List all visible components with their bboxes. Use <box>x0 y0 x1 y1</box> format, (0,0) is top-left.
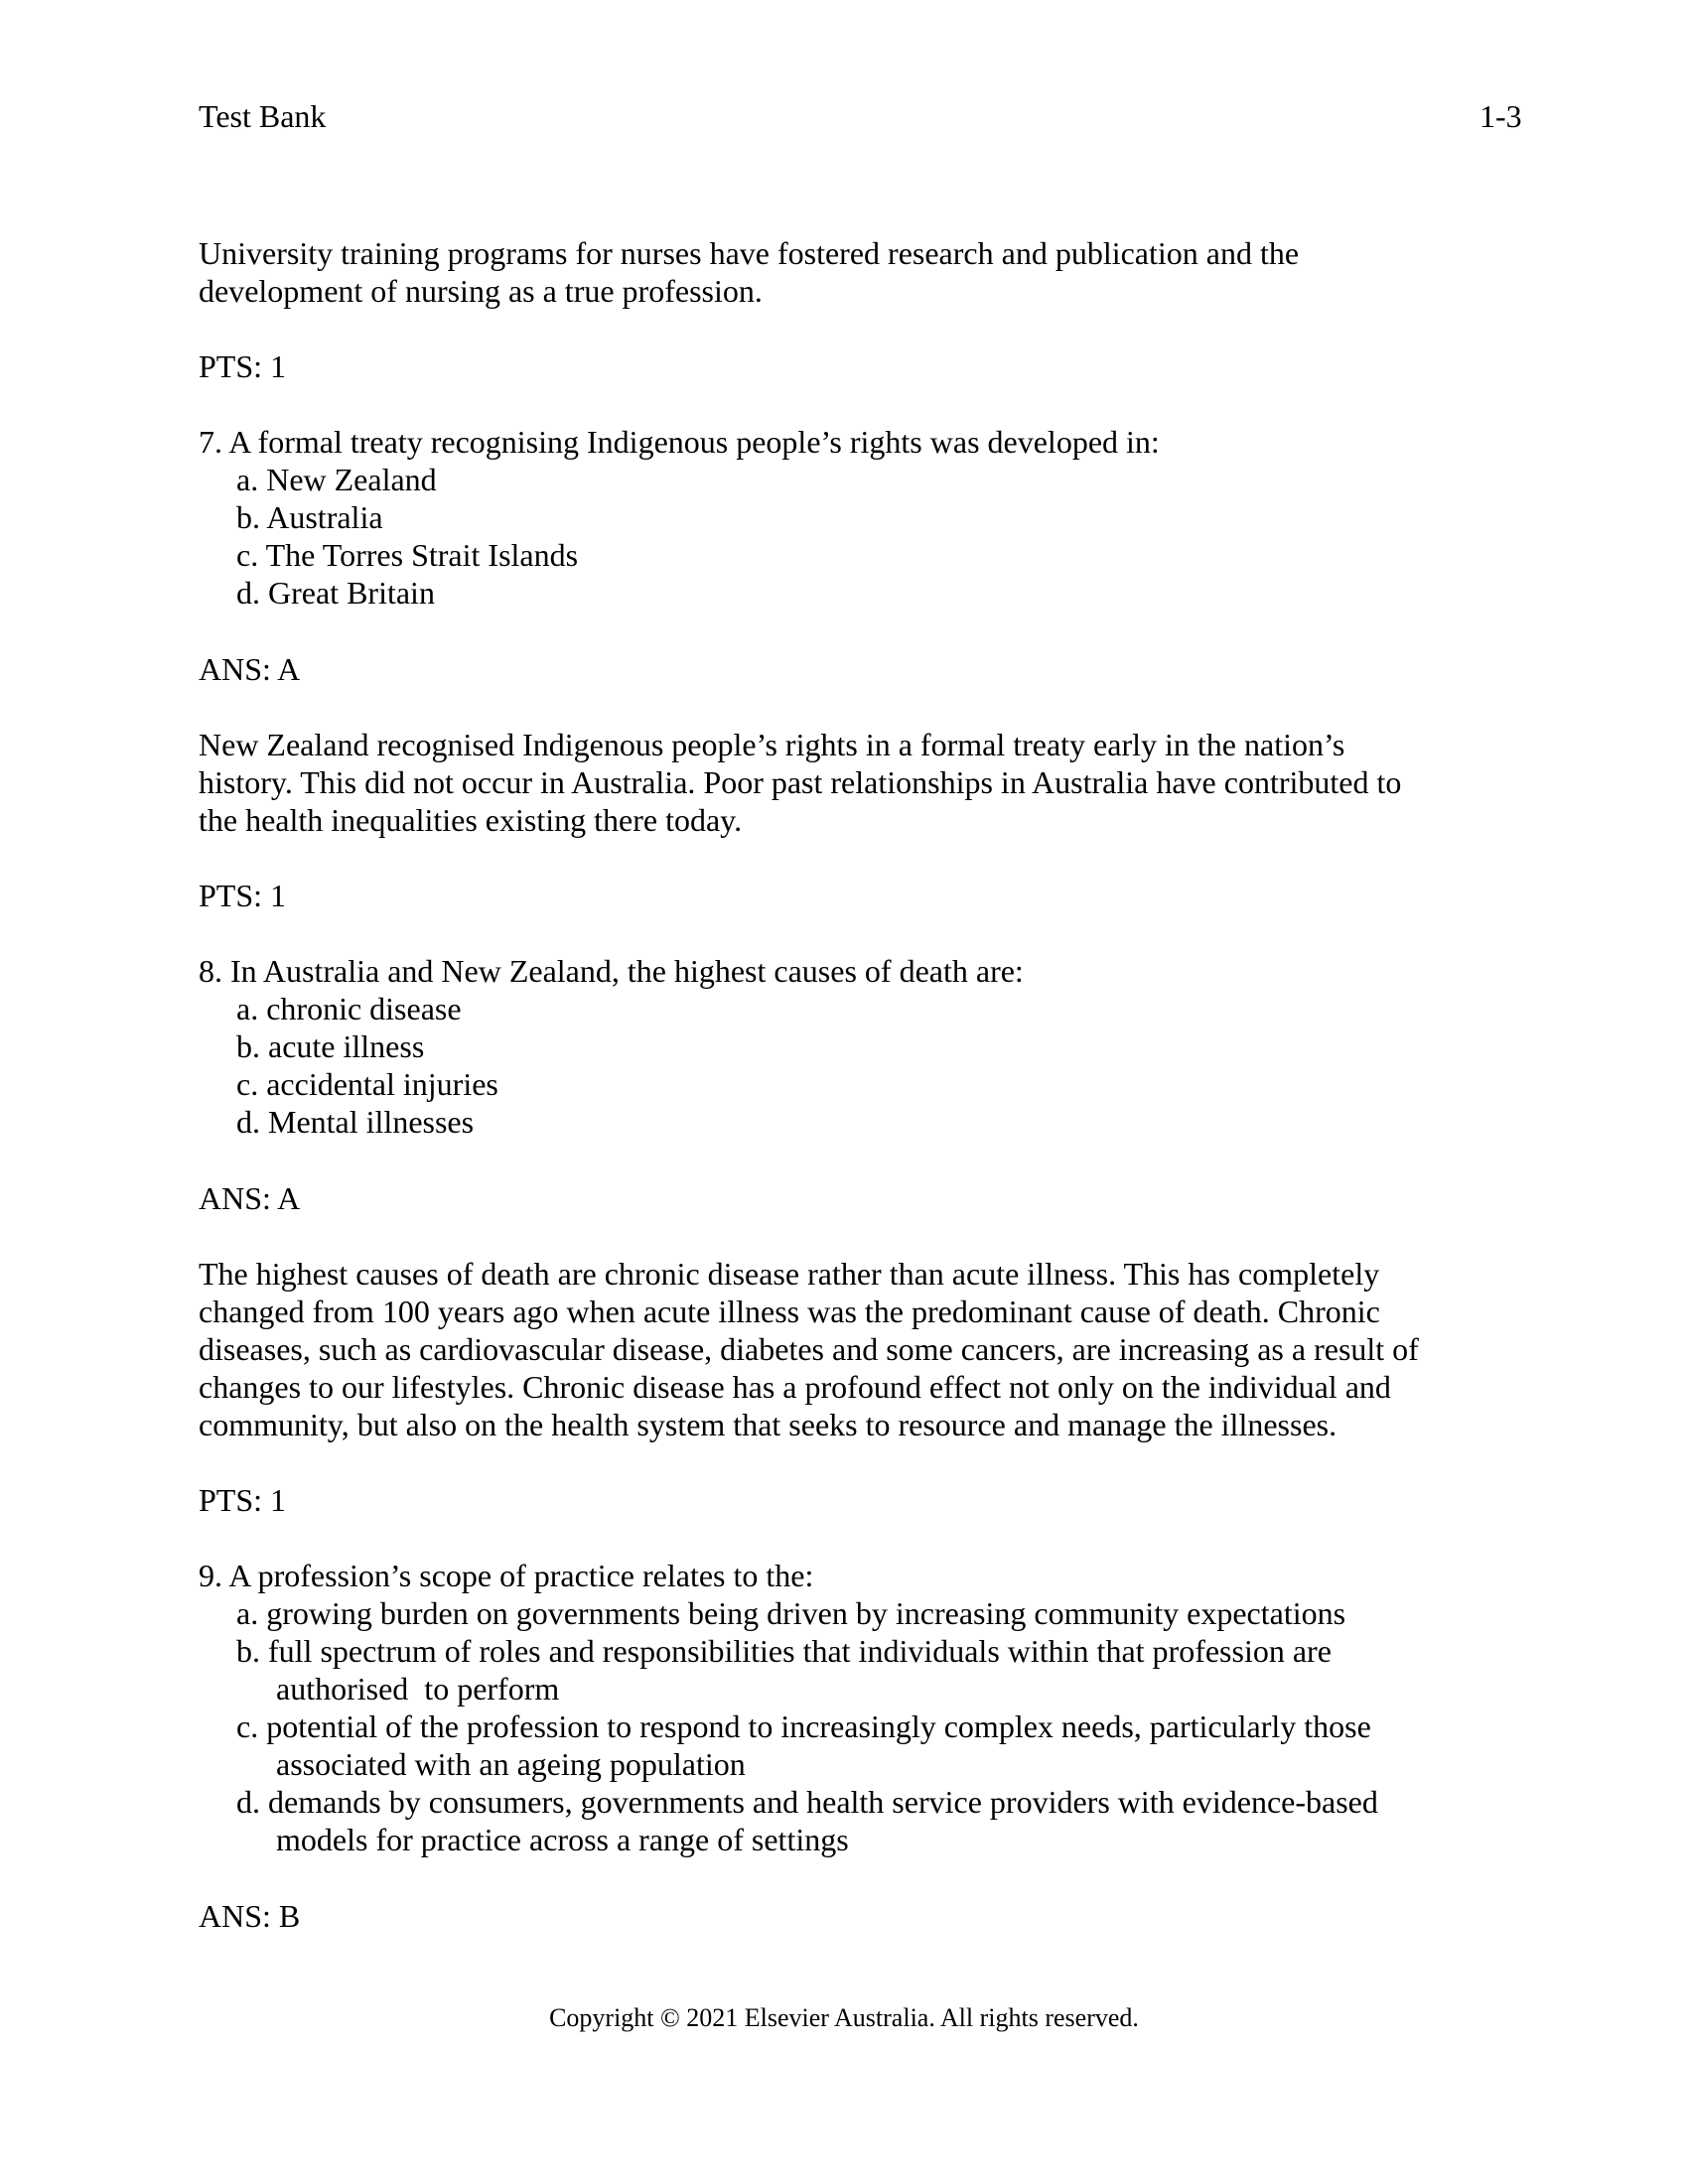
rationale-line: University training programs for nurses have fostered research and publication and the <box>199 235 1300 271</box>
q9-answer: ANS: B <box>199 1898 301 1934</box>
option-c: c. accidental injuries <box>236 1066 498 1102</box>
option-c-continued: associated with an ageing population <box>276 1746 746 1782</box>
option-d: d. demands by consumers, governments and health service providers with evidence-based <box>236 1784 1378 1820</box>
question-7 <box>199 423 1529 612</box>
q8-answer: ANS: A <box>199 1180 301 1216</box>
question-stem: 7. A formal treaty recognising Indigenous people’s rights was developed in: <box>199 424 1160 460</box>
rationale-line: development of nursing as a true profession. <box>199 273 763 309</box>
copyright-footer: Copyright © 2021 Elsevier Australia. All rights reserved. <box>549 2003 1139 2032</box>
q7-points: PTS: 1 <box>199 878 287 913</box>
rationale-line: changes to our lifestyles. Chronic disease has a profound effect not only on the individual and <box>199 1369 1391 1405</box>
option-a: a. growing burden on governments being driven by increasing community expectations <box>236 1595 1346 1631</box>
question-stem: 8. In Australia and New Zealand, the highest causes of death are: <box>199 953 1024 989</box>
q7-answer: ANS: A <box>199 651 301 687</box>
q8-points: PTS: 1 <box>199 1482 287 1518</box>
option-d-continued: models for practice across a range of settings <box>276 1822 849 1857</box>
option-b: b. full spectrum of roles and responsibilities that individuals within that profession are <box>236 1633 1332 1669</box>
option-d: d. Great Britain <box>236 575 435 611</box>
rationale-line: The highest causes of death are chronic disease rather than acute illness. This has completely <box>199 1256 1380 1292</box>
option-c: c. The Torres Strait Islands <box>236 537 579 573</box>
running-header-title: Test Bank <box>199 98 327 134</box>
option-b: b. Australia <box>236 499 383 535</box>
rationale-line: changed from 100 years ago when acute illness was the predominant cause of death. Chronic <box>199 1294 1380 1329</box>
question-8 <box>199 952 1529 1141</box>
rationale-line: New Zealand recognised Indigenous people’s rights in a formal treaty early in the nation’s <box>199 727 1345 762</box>
q8-rationale <box>199 1255 1529 1443</box>
rationale-line: the health inequalities existing there today. <box>199 802 743 838</box>
page-number: 1-3 <box>1479 98 1522 134</box>
q6-rationale <box>199 234 1529 310</box>
option-c: c. potential of the profession to respond to increasingly complex needs, particularly those <box>236 1708 1371 1744</box>
rationale-line: history. This did not occur in Australia. Poor past relationships in Australia have contributed to <box>199 764 1402 800</box>
option-d: d. Mental illnesses <box>236 1104 475 1140</box>
rationale-line: diseases, such as cardiovascular disease, diabetes and some cancers, are increasing as a result of <box>199 1331 1419 1367</box>
q7-rationale <box>199 726 1529 839</box>
option-a: a. chronic disease <box>236 991 462 1026</box>
question-9 <box>199 1557 1529 1858</box>
option-b-continued: authorised to perform <box>276 1671 560 1706</box>
option-a: a. New Zealand <box>236 462 437 497</box>
question-stem: 9. A profession’s scope of practice relates to the: <box>199 1558 814 1593</box>
option-b: b. acute illness <box>236 1028 425 1064</box>
q6-points: PTS: 1 <box>199 348 287 384</box>
rationale-line: community, but also on the health system that seeks to resource and manage the illnesses. <box>199 1407 1337 1442</box>
